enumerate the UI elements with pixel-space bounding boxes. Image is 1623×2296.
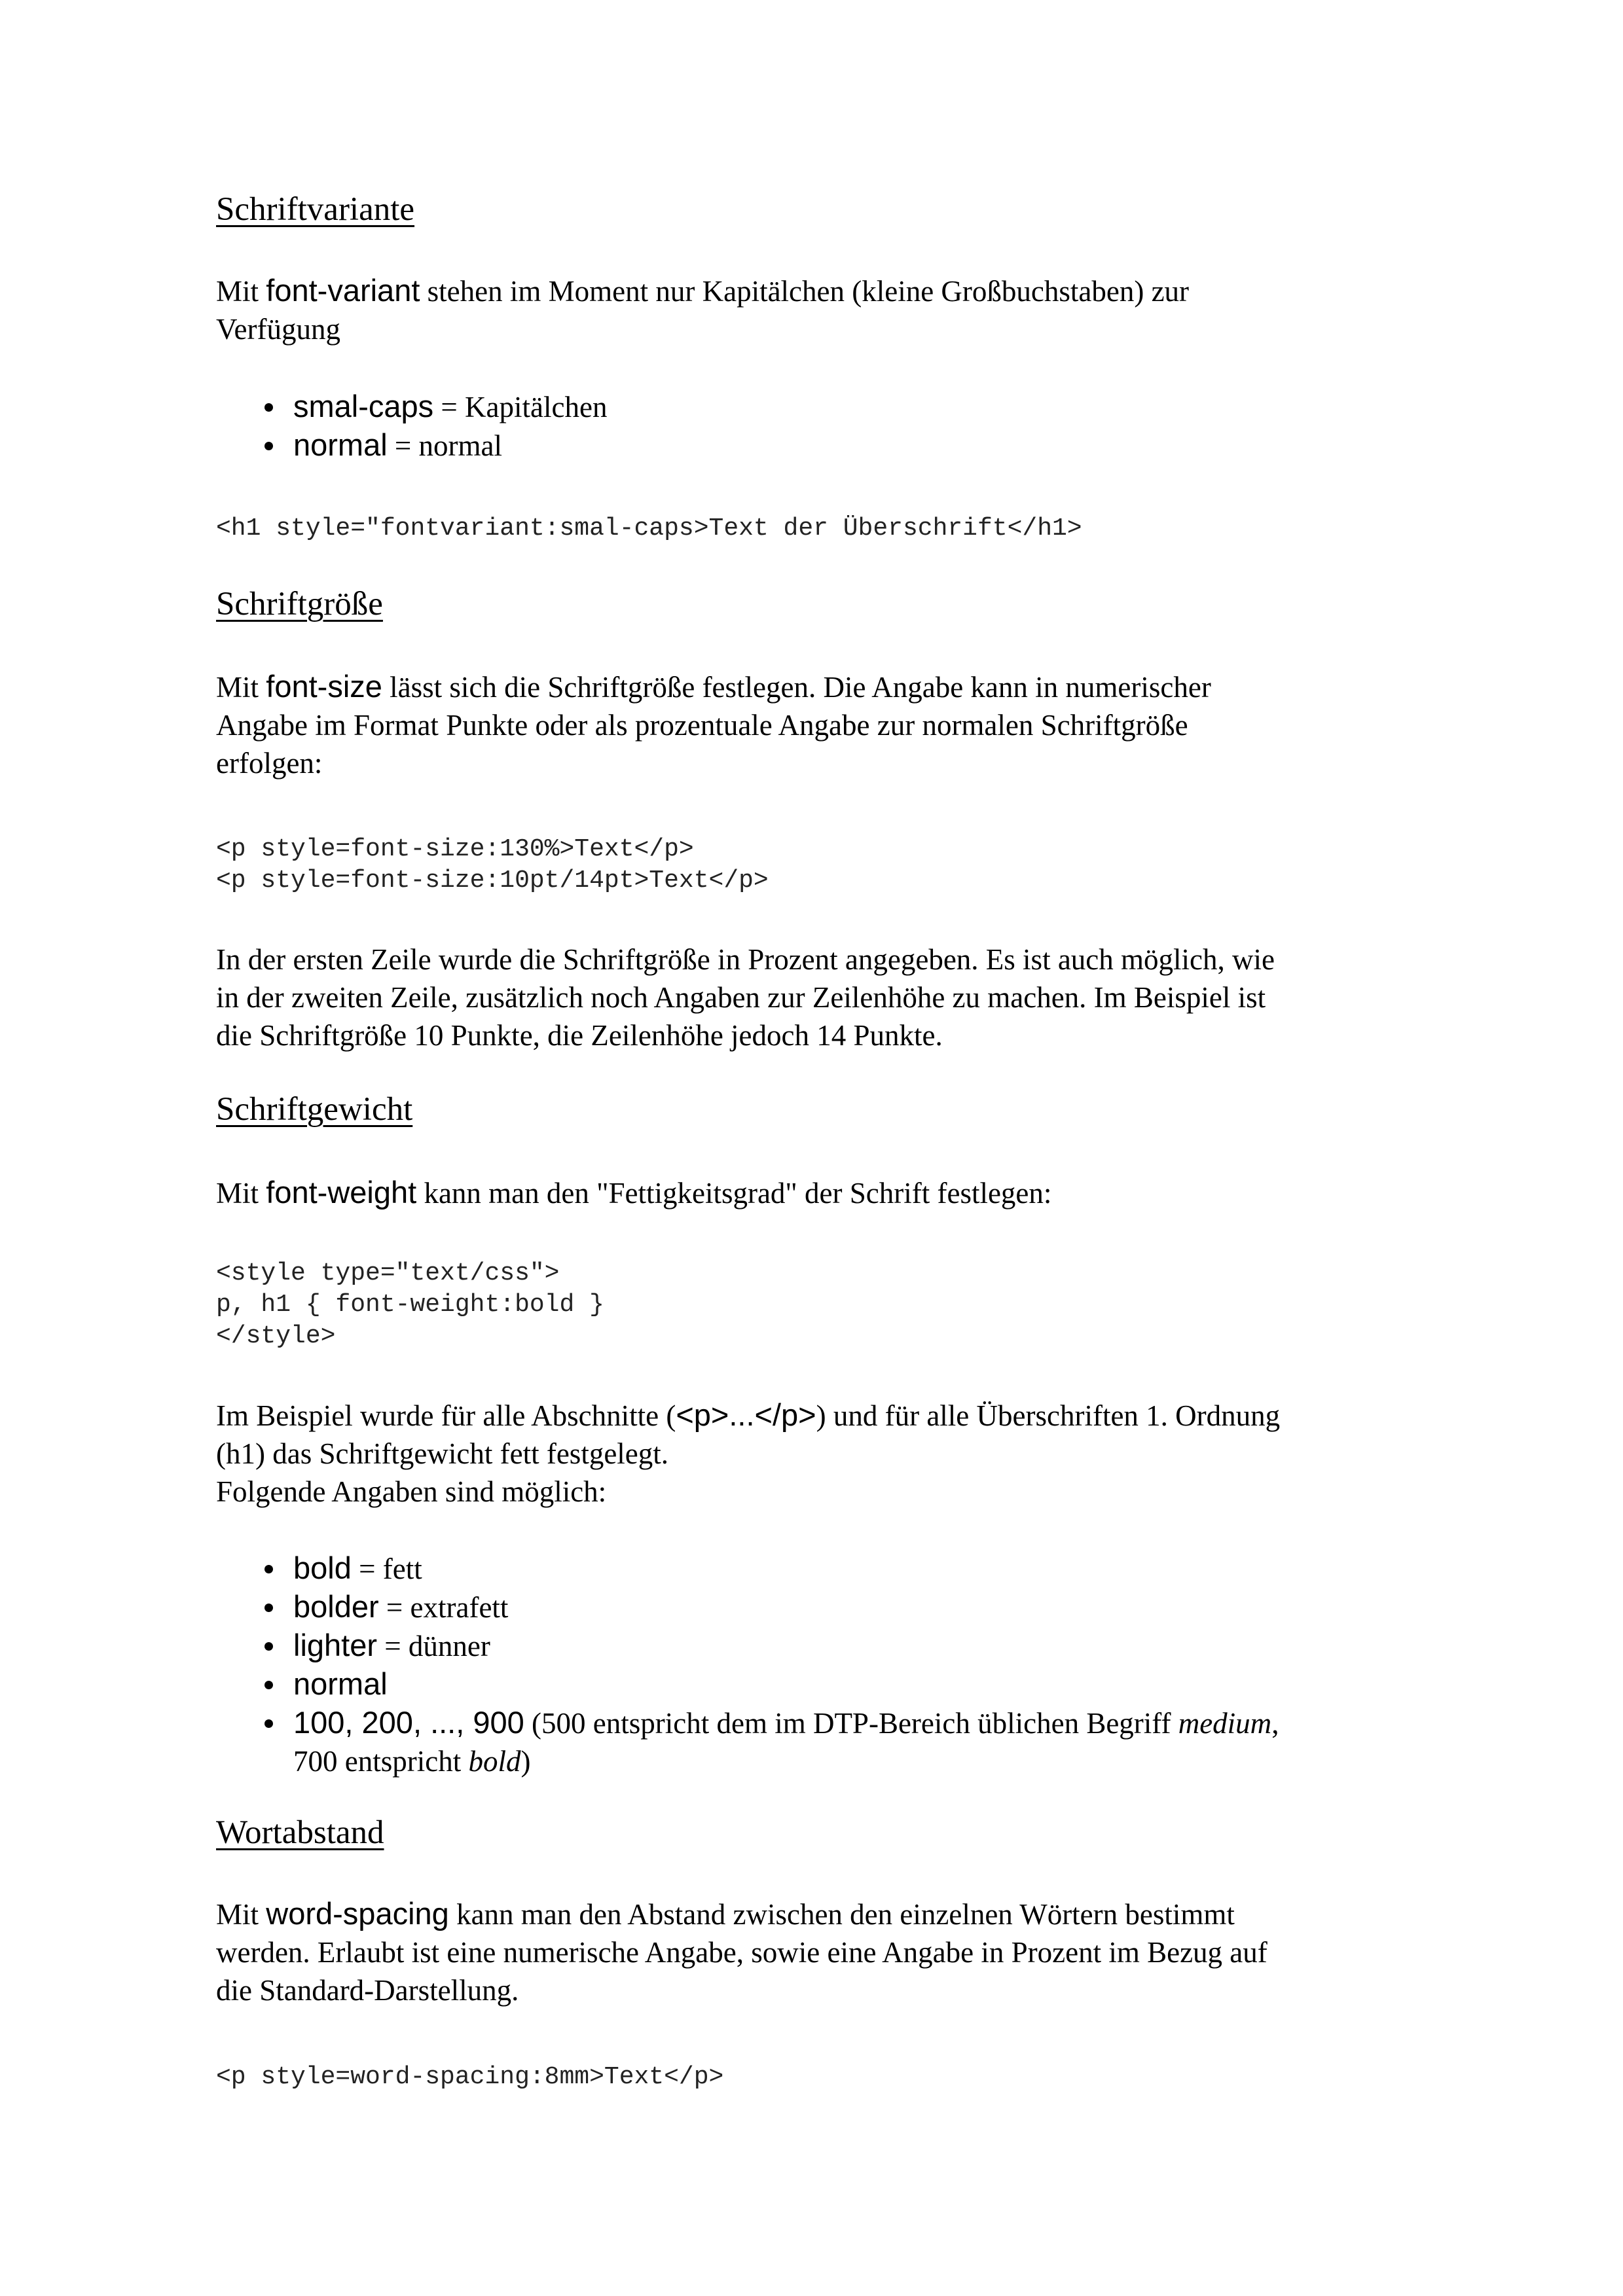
text-line: Im Beispiel wurde für alle Abschnitte ( xyxy=(216,1399,676,1432)
list-item-text: = normal xyxy=(387,429,503,462)
paragraph-font-variant xyxy=(216,272,1408,348)
keyword-normal: normal xyxy=(293,1666,388,1701)
emphasis-bold: bold xyxy=(468,1745,521,1778)
list-item xyxy=(262,426,1414,465)
heading-schriftgewicht: Schriftgewicht xyxy=(216,1091,413,1128)
list-item xyxy=(262,1588,1414,1626)
list-item xyxy=(262,1704,1414,1780)
text-line: ) und für alle Überschriften 1. Ordnung xyxy=(816,1399,1281,1432)
keyword-lighter: lighter xyxy=(293,1628,378,1662)
heading-schriftgroesse: Schriftgröße xyxy=(216,586,383,622)
text-line: Folgende Angaben sind möglich: xyxy=(216,1475,607,1508)
text-line: in der zweiten Zeile, zusätzlich noch Angaben zur Zeilenhöhe zu machen. Im Beispiel ist xyxy=(216,981,1266,1014)
text-variant-a: stehen im Moment nur Kapitälchen (kleine Großbuchstaben) zur xyxy=(420,275,1190,308)
variant-options-list xyxy=(262,387,1414,465)
text-variant-b: Verfügung xyxy=(216,313,340,346)
text-line: die Schriftgröße 10 Punkte, die Zeilenhöhe jedoch 14 Punkte. xyxy=(216,1019,943,1052)
code-weight-3: </style> xyxy=(216,1322,336,1350)
text-line: erfolgen: xyxy=(216,747,323,780)
text-line: lässt sich die Schriftgröße festlegen. Die Angabe kann in numerischer xyxy=(382,671,1211,704)
text-prefix: Mit xyxy=(216,1898,266,1931)
heading-schriftvariante: Schriftvariante xyxy=(216,191,415,228)
text-line: In der ersten Zeile wurde die Schriftgröße in Prozent angegeben. Es ist auch möglich, wie xyxy=(216,943,1275,976)
paragraph-font-size xyxy=(216,668,1408,782)
list-item-text: 700 entspricht xyxy=(293,1745,469,1778)
paragraph-weight-explanation xyxy=(216,1396,1408,1511)
keyword-bolder: bolder xyxy=(293,1589,379,1624)
text-prefix: Mit xyxy=(216,275,266,308)
list-item-text: = extrafett xyxy=(378,1591,509,1624)
keyword-bold: bold xyxy=(293,1551,352,1585)
heading-wortabstand: Wortabstand xyxy=(216,1814,384,1851)
keyword-p-tag: <p>...</p> xyxy=(676,1397,816,1432)
text-line: die Standard-Darstellung. xyxy=(216,1974,519,2007)
code-weight-2: p, h1 { font-weight:bold } xyxy=(216,1291,604,1319)
text-line: kann man den Abstand zwischen den einzelnen Wörtern bestimmt xyxy=(448,1898,1235,1931)
list-item-text: = dünner xyxy=(377,1630,490,1662)
code-font-variant: <h1 style="fontvariant:smal-caps>Text der Überschrift</h1> xyxy=(216,514,1082,543)
keyword-font-weight: font-weight xyxy=(266,1175,417,1210)
text-prefix: Mit xyxy=(216,671,266,704)
list-item-text: = Kapitälchen xyxy=(433,391,608,423)
list-item xyxy=(262,387,1414,426)
list-item-text: = fett xyxy=(351,1552,422,1585)
keyword-normal: normal xyxy=(293,427,388,462)
text-line: werden. Erlaubt ist eine numerische Angabe, sowie eine Angabe in Prozent im Bezug auf xyxy=(216,1936,1267,1969)
keyword-smal-caps: smal-caps xyxy=(293,389,434,423)
paragraph-word-spacing xyxy=(216,1895,1408,2009)
text-prefix: Mit xyxy=(216,1177,266,1210)
code-font-size-2: <p style=font-size:10pt/14pt>Text</p> xyxy=(216,867,769,895)
keyword-font-size: font-size xyxy=(266,669,382,704)
list-item-text: (500 entspricht dem im DTP-Bereich üblichen Begriff xyxy=(524,1707,1178,1740)
paragraph-font-weight xyxy=(216,1174,1408,1212)
keyword-numeric-weights: 100, 200, ..., 900 xyxy=(293,1705,524,1740)
code-weight-1: <style type="text/css"> xyxy=(216,1259,560,1287)
code-font-size-1: <p style=font-size:130%>Text</p> xyxy=(216,835,694,863)
keyword-word-spacing: word-spacing xyxy=(266,1896,449,1931)
list-item-text: , xyxy=(1271,1707,1279,1740)
list-item xyxy=(262,1549,1414,1588)
list-item xyxy=(262,1665,1414,1704)
paragraph-size-explanation xyxy=(216,941,1408,1054)
list-item xyxy=(262,1626,1414,1665)
text-line: kann man den "Fettigkeitsgrad" der Schrift festlegen: xyxy=(416,1177,1052,1210)
keyword-font-variant: font-variant xyxy=(266,273,420,308)
text-line: (h1) das Schriftgewicht fett festgelegt. xyxy=(216,1437,669,1470)
weight-options-list xyxy=(262,1549,1414,1780)
emphasis-medium: medium xyxy=(1178,1707,1272,1740)
list-item-text: ) xyxy=(520,1745,531,1778)
code-word-spacing: <p style=word-spacing:8mm>Text</p> xyxy=(216,2063,724,2091)
text-line: Angabe im Format Punkte oder als prozentuale Angabe zur normalen Schriftgröße xyxy=(216,709,1188,742)
